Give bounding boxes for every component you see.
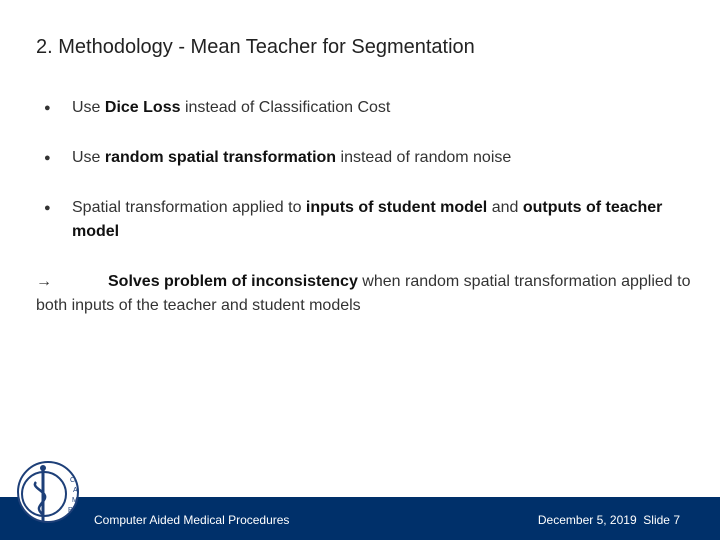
bullet-text (72, 146, 682, 170)
logo-letter: A (73, 487, 78, 494)
bullet-dot-icon: ● (44, 152, 51, 164)
conclusion-rest: when random spatial transformation applied to both inputs of the teacher and student models (36, 273, 691, 314)
bullet-item (44, 196, 672, 244)
bullet-item (44, 146, 682, 170)
footer-date: December 5, 2019 (537, 513, 637, 527)
conclusion-bold: Solves problem of inconsistency (108, 273, 358, 290)
bullet-dot-icon: ● (44, 102, 51, 114)
logo-letter: M (72, 497, 78, 504)
bullet-text-bold: inputs of student model (305, 199, 488, 216)
logo-letter: P (68, 507, 73, 514)
bullet-text-bold: Dice Loss (104, 99, 181, 116)
bullet-text-pre: Spatial transformation applied to (72, 199, 306, 216)
bullet-text-bold: random spatial transformation (104, 149, 337, 166)
footer-date-slide (538, 513, 680, 527)
footer-slide-number: Slide 7 (643, 513, 680, 527)
slide-title: 2. Methodology - Mean Teacher for Segmentation (36, 36, 475, 58)
bullet-text-pre: Use (72, 99, 105, 116)
bullet-dot-icon: ● (44, 202, 51, 214)
bullet-text-post: instead of Classification Cost (180, 99, 391, 116)
bullet-text-pre: Use (72, 149, 105, 166)
bullet-text (72, 196, 672, 244)
conclusion-text (36, 270, 696, 318)
bullet-text (72, 96, 682, 120)
bullet-text-mid: and (487, 199, 523, 216)
logo-letter: C (70, 477, 76, 484)
footer-bar (0, 497, 720, 540)
arrow-right-icon: → (36, 273, 52, 290)
bullet-text-bold-2: outputs of teacher model (72, 199, 663, 240)
footer-org-name: Computer Aided Medical Procedures (94, 513, 290, 527)
bullet-item (44, 96, 682, 120)
bullet-text-post: instead of random noise (336, 149, 512, 166)
camp-logo-icon (14, 458, 86, 530)
